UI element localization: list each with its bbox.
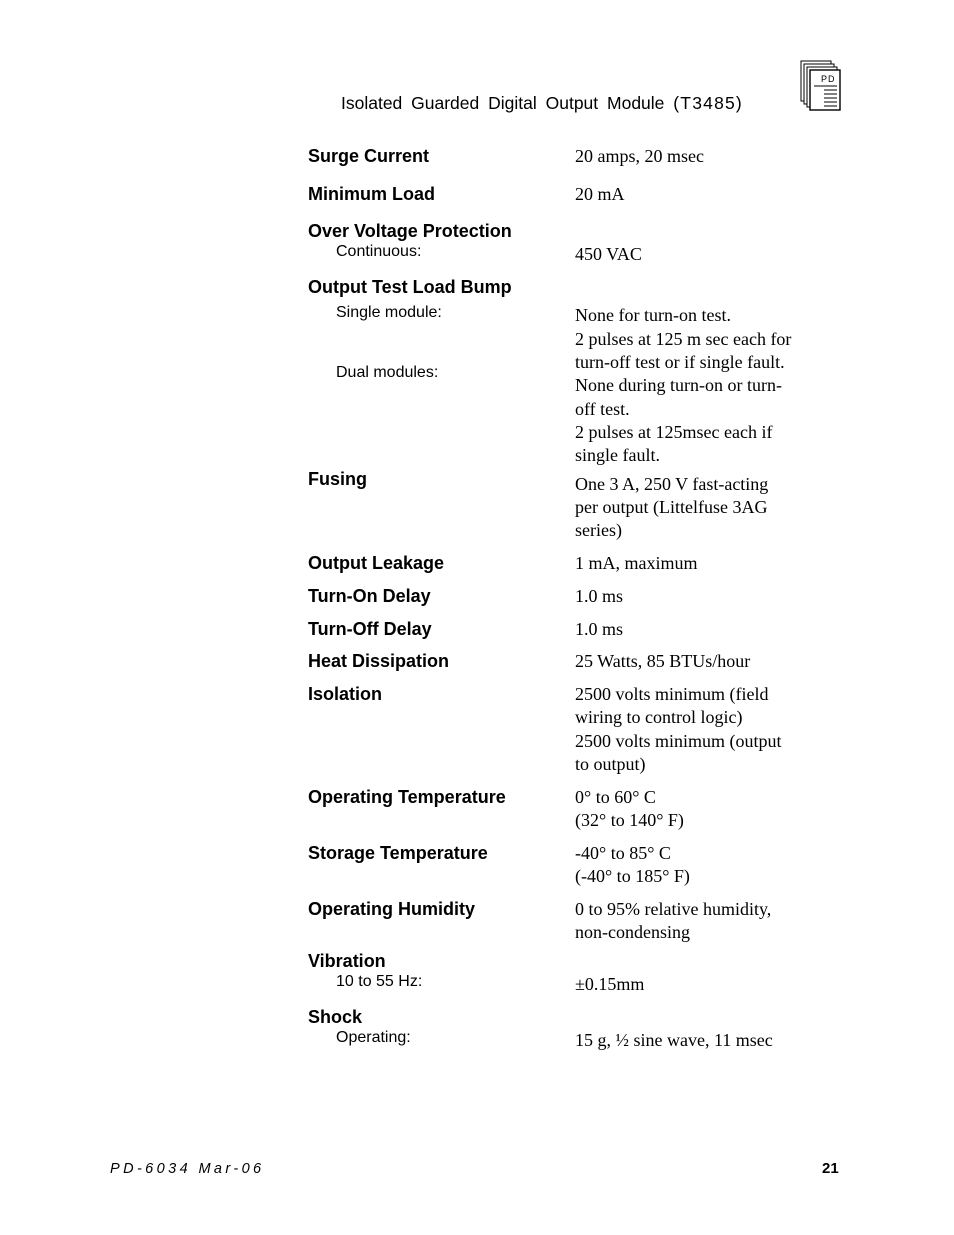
spec-value-otlb-line-7: single fault. [575, 445, 660, 465]
spec-value-turn-on-delay: 1.0 ms [575, 586, 624, 606]
spec-value-otlb-line-3: turn-off test or if single fault. [575, 352, 785, 372]
footer-document-id: PD-6034 Mar-06 [110, 1161, 265, 1177]
spec-label-surge-current: Surge Current [308, 146, 430, 166]
spec-value-heat-dissipation: 25 Watts, 85 BTUs/hour [575, 651, 751, 671]
spec-value-operating-temperature-line-1: 0° to 60° C [575, 787, 656, 807]
spec-value-otlb-line-6: 2 pulses at 125msec each if [575, 422, 773, 442]
spec-value-operating-humidity-line-1: 0 to 95% relative humidity, [575, 899, 772, 919]
spec-value-turn-off-delay: 1.0 ms [575, 619, 624, 639]
spec-label-output-leakage: Output Leakage [308, 553, 445, 573]
spec-label-minimum-load: Minimum Load [308, 184, 435, 204]
spec-label-isolation: Isolation [308, 684, 383, 704]
spec-label-operating-temperature: Operating Temperature [308, 787, 506, 807]
spec-sublabel-vibration-range: 10 to 55 Hz: [336, 973, 423, 990]
pd-document-icon [800, 60, 842, 112]
spec-label-vibration: Vibration [308, 951, 386, 971]
spec-sublabel-dual-modules: Dual modules: [336, 364, 439, 381]
spec-label-operating-humidity: Operating Humidity [308, 899, 476, 919]
spec-value-otlb-line-4: None during turn-on or turn- [575, 375, 782, 395]
spec-value-operating-humidity-line-2: non-condensing [575, 922, 690, 942]
spec-label-shock: Shock [308, 1007, 363, 1027]
spec-value-fusing-line-3: series) [575, 520, 622, 540]
spec-sublabel-operating: Operating: [336, 1029, 411, 1046]
spec-value-shock: 15 g, ½ sine wave, 11 msec [575, 1030, 773, 1050]
spec-value-storage-temperature-line-2: (-40° to 185° F) [575, 866, 690, 886]
spec-value-vibration: ±0.15mm [575, 974, 645, 994]
spec-label-output-test-load-bump: Output Test Load Bump [308, 277, 512, 297]
spec-value-isolation-line-1: 2500 volts minimum (field [575, 684, 769, 704]
page-header-title [341, 93, 743, 114]
module-code: (T3485) [673, 93, 743, 113]
spec-label-over-voltage-protection: Over Voltage Protection [308, 221, 512, 241]
spec-sublabel-single-module: Single module: [336, 304, 442, 321]
spec-label-storage-temperature: Storage Temperature [308, 843, 488, 863]
spec-value-over-voltage-protection: 450 VAC [575, 244, 642, 264]
spec-value-fusing-line-2: per output (Littelfuse 3AG [575, 497, 768, 517]
spec-label-heat-dissipation: Heat Dissipation [308, 651, 450, 671]
spec-label-turn-on-delay: Turn-On Delay [308, 586, 431, 606]
pd-icon-text: PD [821, 74, 836, 84]
spec-value-otlb-line-1: None for turn-on test. [575, 305, 731, 325]
spec-value-output-leakage: 1 mA, maximum [575, 553, 698, 573]
spec-value-isolation-line-2: wiring to control logic) [575, 707, 743, 727]
spec-value-surge-current: 20 amps, 20 msec [575, 146, 704, 166]
module-title: Isolated Guarded Digital Output Module [341, 93, 665, 113]
spec-sublabel-continuous: Continuous: [336, 243, 422, 260]
spec-value-fusing-line-1: One 3 A, 250 V fast-acting [575, 474, 769, 494]
spec-value-otlb-line-2: 2 pulses at 125 m sec each for [575, 329, 792, 349]
spec-value-storage-temperature-line-1: -40° to 85° C [575, 843, 671, 863]
spec-value-operating-temperature-line-2: (32° to 140° F) [575, 810, 684, 830]
spec-value-minimum-load: 20 mA [575, 184, 625, 204]
spec-value-isolation-line-4: to output) [575, 754, 646, 774]
footer-page-number: 21 [822, 1160, 839, 1177]
spec-label-turn-off-delay: Turn-Off Delay [308, 619, 432, 639]
spec-label-fusing: Fusing [308, 469, 367, 489]
spec-value-isolation-line-3: 2500 volts minimum (output [575, 731, 782, 751]
spec-value-otlb-line-5: off test. [575, 399, 630, 419]
